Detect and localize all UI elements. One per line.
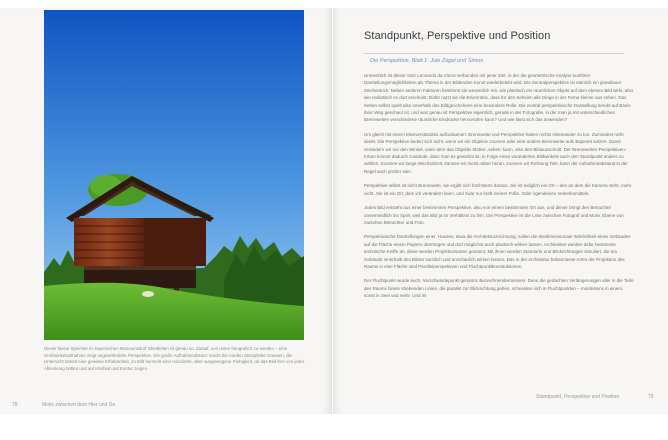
body-paragraph: Jedes Bild entsteht aus einer bestimmten Perspektive, also von einem bestimmten Ort aus, und dieser bringt den Betrachter unvermeidlich ins Spiel, weil das Bild ja im Verhältnis zu ihm. Die Perspektive ist die Linie zwischen Fotograf und Motiv, Ebene von zwischen Betrachter und Foto.: [364, 205, 624, 225]
running-head-left: Motiv zwischen dem Hier und Da: [42, 402, 116, 408]
body-paragraph: Unmerklich ist dieser Satz Leonardo da Vincis verbunden mit jener Zeit, in der die geometrische Analyse kunftiner Darstellungsmöglichkeiten als Thema in der Bildenden Kunst wiederbelebt wird. Die Zentralperspektive ist nämlich ein grandioser Zeichentrick. Neben anderen Faktoren bestimmt sie wesentlich mit, wie plastisch ein räumliches Objekt auf dem ebenen Bild wirkt, also wie realistisch es dort erscheint. Dafür nutzt sie die Erkenntnis, dass für den Sehsinn alle Dinge in der Ferne kleiner aus sehen. Das Sehen selbst spielt also innerhalb des Bildgeschehens eine besondere Rolle. Die zentral perspektivische Darstellung beruht auf Basis ihrer Weg geschaut ist, und was genau ist Perspektive eigentlich, gerade in der Fotografie, in der man ja mit unterschiedlichen Brennweiten verschiedene räumliche Eindrücke hervorrufen kann? Und wie lässt sich das anwenden?: [364, 73, 634, 123]
photo-caption: Dieser kleine Speicher im bayerischen Museumsdorf Glentleiten ist genau so, darauf, von unten fotografiert zu werden – eine Großwinkelaufnahme zeigt ungewöhnliche Perspektive. Die große Aufnahmedistanz macht die runden Stützpfeiler Grassen, die Untersicht betont eine gewisse Erhabenheit, im Bild herrscht eine reduzierte, aber ausgewogene Farbigkeit, ob das Bild fern von jeder Ablenkung hatten und auf Klarheit und Kontur zeigen.: [44, 346, 305, 371]
body-text: [364, 72, 634, 307]
body-paragraph: Um gleich mit einem Missverständnis aufzuräumen: Brennweite und Perspektive haben nichts miteinander zu tun. Zumindest nicht direkt. Die Perspektive ändert sich nicht, wenn wir ein Objektiv zoomen oder eine andere Brennweite aufs Bajonett setzen. Damit verändern wir nur den Winkel, unter dem das Objektiv Motive ,sehen‘ kann, also den Bildausschnitt. Der Brennweiten-Perspektiven-Irrtum kommt dadurch zustande, dass man es gewohnt ist, in Folge eines veränderten Bildwinkels auch den Standpunkt anders zu wählen. Zoomen wir lange Wechselzeit, können wir meist näher heran, zoomen wir Richtung Tele, kann der Aufnahmeabstand in der Regel auch größer sein.: [364, 131, 628, 174]
body-paragraph: Perspektivische Darstellungen einer, Hauses, etwa die Architekturzeichnung, sollen die dreidimensionale Wirklichkeit eines Gebäudes auf die Fläche einem Papiers übertragen und dort möglichst auch plastisch wirken lassen. Architekten werden dafür bestimmte technische Kniffe an, diese werden Projektionsarten genannt. Mit ihnen werden Standorte und Blickrichtungen simuliert, die am Gebäude innerhalb des Bildes sachlich und anschaulich wirken lassen. Das in der Architektur bekannteste Arten der Projektion des Raums in eine Fläche sind Parallelperspektiven und Fluchtpunktkonstruktionen.: [364, 234, 631, 269]
left-page: [0, 8, 332, 414]
body-paragraph: Der Fluchtpunkt wurde auch, Verschwindepunkt genannt. Bezeichnendermessen. Denn die gedachten Verlängerungen aller in die Tiefe des Raums hinein strebenden Linien, die parallel zur Blickrichtung geben, schneiden sich in Fluchtpunkten – mindestens in einem, sonst in zwei und mehr. Und im: [364, 278, 634, 299]
barn-photo-image: [44, 10, 304, 340]
page-number-left: 78: [12, 402, 18, 408]
barn-photo: [44, 10, 304, 340]
title-divider: [364, 53, 624, 54]
running-head-right: Standpunkt, Perspektive und Position: [536, 394, 620, 400]
chapter-title: Standpunkt, Perspektive und Position: [364, 30, 551, 42]
body-paragraph: Perspektive selbst ist nicht Brennweite, sie ergibt sich höchstens daraus. Sie ist lediglich ein Ort – den an dem die Kamera steht, mehr nicht. Sie ist ein Ort, dem ich verändern kann, und zwar nur kraft meiner Füße. Oder irgendeines Verkehrsmittels.: [364, 183, 632, 196]
chapter-subtitle: Die Perspektive, Blatt 1: Jule Zügel und Simon: [370, 58, 484, 64]
page-number-right: 79: [648, 394, 654, 400]
